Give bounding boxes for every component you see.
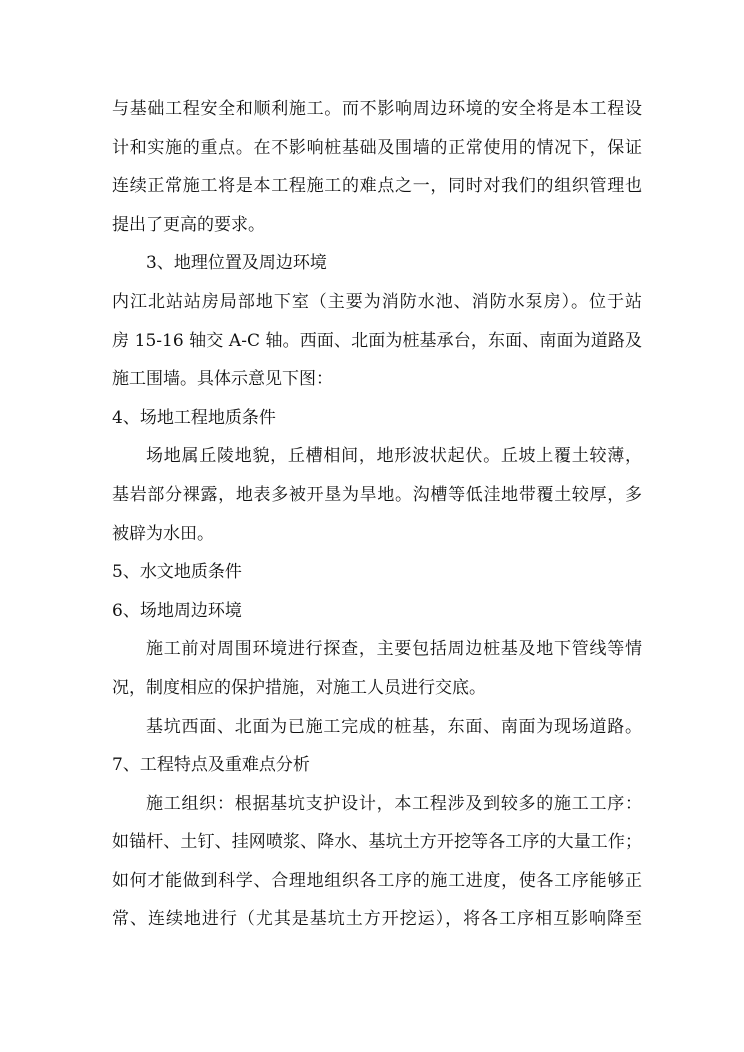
paragraph-line: 施工前对周围环境进行探查，主要包括周边桩基及地下管线等情 [146, 639, 642, 660]
paragraph-line: 场地属丘陵地貌，丘槽相间，地形波状起伏。丘坡上覆土较薄， [146, 446, 642, 467]
section-heading-hydrogeology: 5、水文地质条件 [112, 562, 242, 583]
paragraph-line: 基岩部分裸露，地表多被开垦为旱地。沟槽等低洼地带覆土较厚，多 [112, 484, 642, 505]
section-heading-features: 7、工程特点及重难点分析 [112, 755, 310, 776]
section-heading-surroundings: 6、场地周边环境 [112, 600, 242, 621]
paragraph-line: 计和实施的重点。在不影响桩基础及围墙的正常使用的情况下，保证 [112, 137, 642, 158]
section-heading-location: 3、地理位置及周边环境 [146, 253, 327, 274]
paragraph-line: 如何才能做到科学、合理地组织各工序的施工进度，使各工序能够正 [112, 870, 642, 891]
paragraph-line: 被辟为水田。 [112, 523, 214, 544]
paragraph-line: 施工围墙。具体示意见下图： [112, 369, 333, 390]
paragraph-line: 与基础工程安全和顺利施工。而不影响周边环境的安全将是本工程设 [112, 99, 642, 119]
paragraph-line: 连续正常施工将是本工程施工的难点之一，同时对我们的组织管理也 [112, 176, 642, 197]
section-heading-geology: 4、场地工程地质条件 [112, 407, 276, 428]
paragraph-line: 常、连续地进行（尤其是基坑土方开挖运），将各工序相互影响降至 [112, 909, 642, 930]
paragraph-line: 内江北站站房局部地下室（主要为消防水池、消防水泵房）。位于站 [112, 291, 642, 312]
paragraph-line: 如锚杆、土钉、挂网喷浆、降水、基坑土方开挖等各工序的大量工作； [112, 832, 642, 853]
paragraph-line: 房 15-16 轴交 A-C 轴。西面、北面为桩基承台，东面、南面为道路及 [112, 330, 642, 351]
paragraph-line: 基坑西面、北面为已施工完成的桩基，东面、南面为现场道路。 [146, 716, 642, 737]
paragraph-line: 施工组织：根据基坑支护设计，本工程涉及到较多的施工工序： [146, 793, 642, 814]
paragraph-line: 况，制度相应的保护措施，对施工人员进行交底。 [112, 677, 486, 698]
paragraph-line: 提出了更高的要求。 [112, 214, 265, 235]
document-body [112, 90, 642, 939]
